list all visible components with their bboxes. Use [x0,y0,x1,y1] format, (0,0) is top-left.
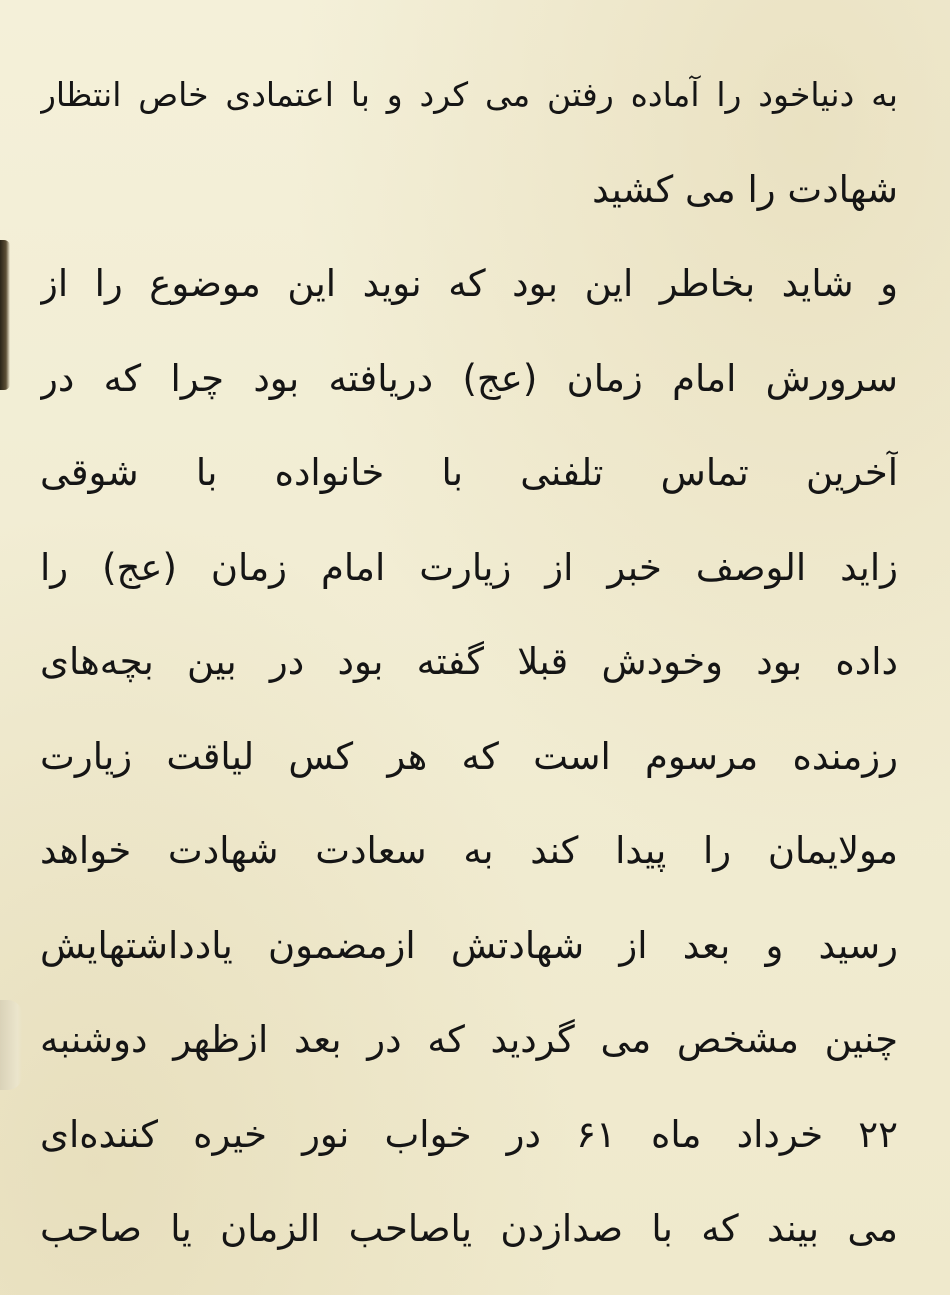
text-line-11: چنین مشخص می گردید که در بعد ازظهر دوشنبه [40,1018,898,1061]
text-line-6: زاید الوصف خبر از زیارت امام زمان (عج) را [40,545,898,589]
binding-shadow [0,240,10,390]
page-tear [0,1000,22,1090]
text-line-13: می بیند که با صدازدن یاصاحب الزمان یا صاحب [40,1207,898,1250]
text-line-12: ۲۲ خرداد ماه ۶۱ در خواب نور خیره کننده‌ای [40,1112,898,1156]
text-line-5: آخرین تماس تلفنی با خانواده با شوقی [40,451,898,494]
text-line-3: و شاید بخاطر این بود که نوید این موضوع را از [40,262,898,305]
text-line-8: رزمنده مرسوم است که هر کس لیاقت زیارت [40,734,898,778]
text-line-7: داده بود وخودش قبلا گفته بود در بین بچه‌های [40,640,898,683]
text-line-2: شهادت را می کشید [592,167,898,211]
body-text [40,48,898,1277]
text-line-4: سرورش امام زمان (عج) دریافته بود چرا که در [40,356,898,400]
text-line-10: رسید و بعد از شهادتش ازمضمون یادداشتهایش [40,923,898,967]
text-line-1: به دنیاخود را آماده رفتن می کرد و با اعتمادی خاص انتظار [40,75,898,114]
text-line-9: مولایمان را پیدا کند به سعادت شهادت خواهد [40,829,898,872]
